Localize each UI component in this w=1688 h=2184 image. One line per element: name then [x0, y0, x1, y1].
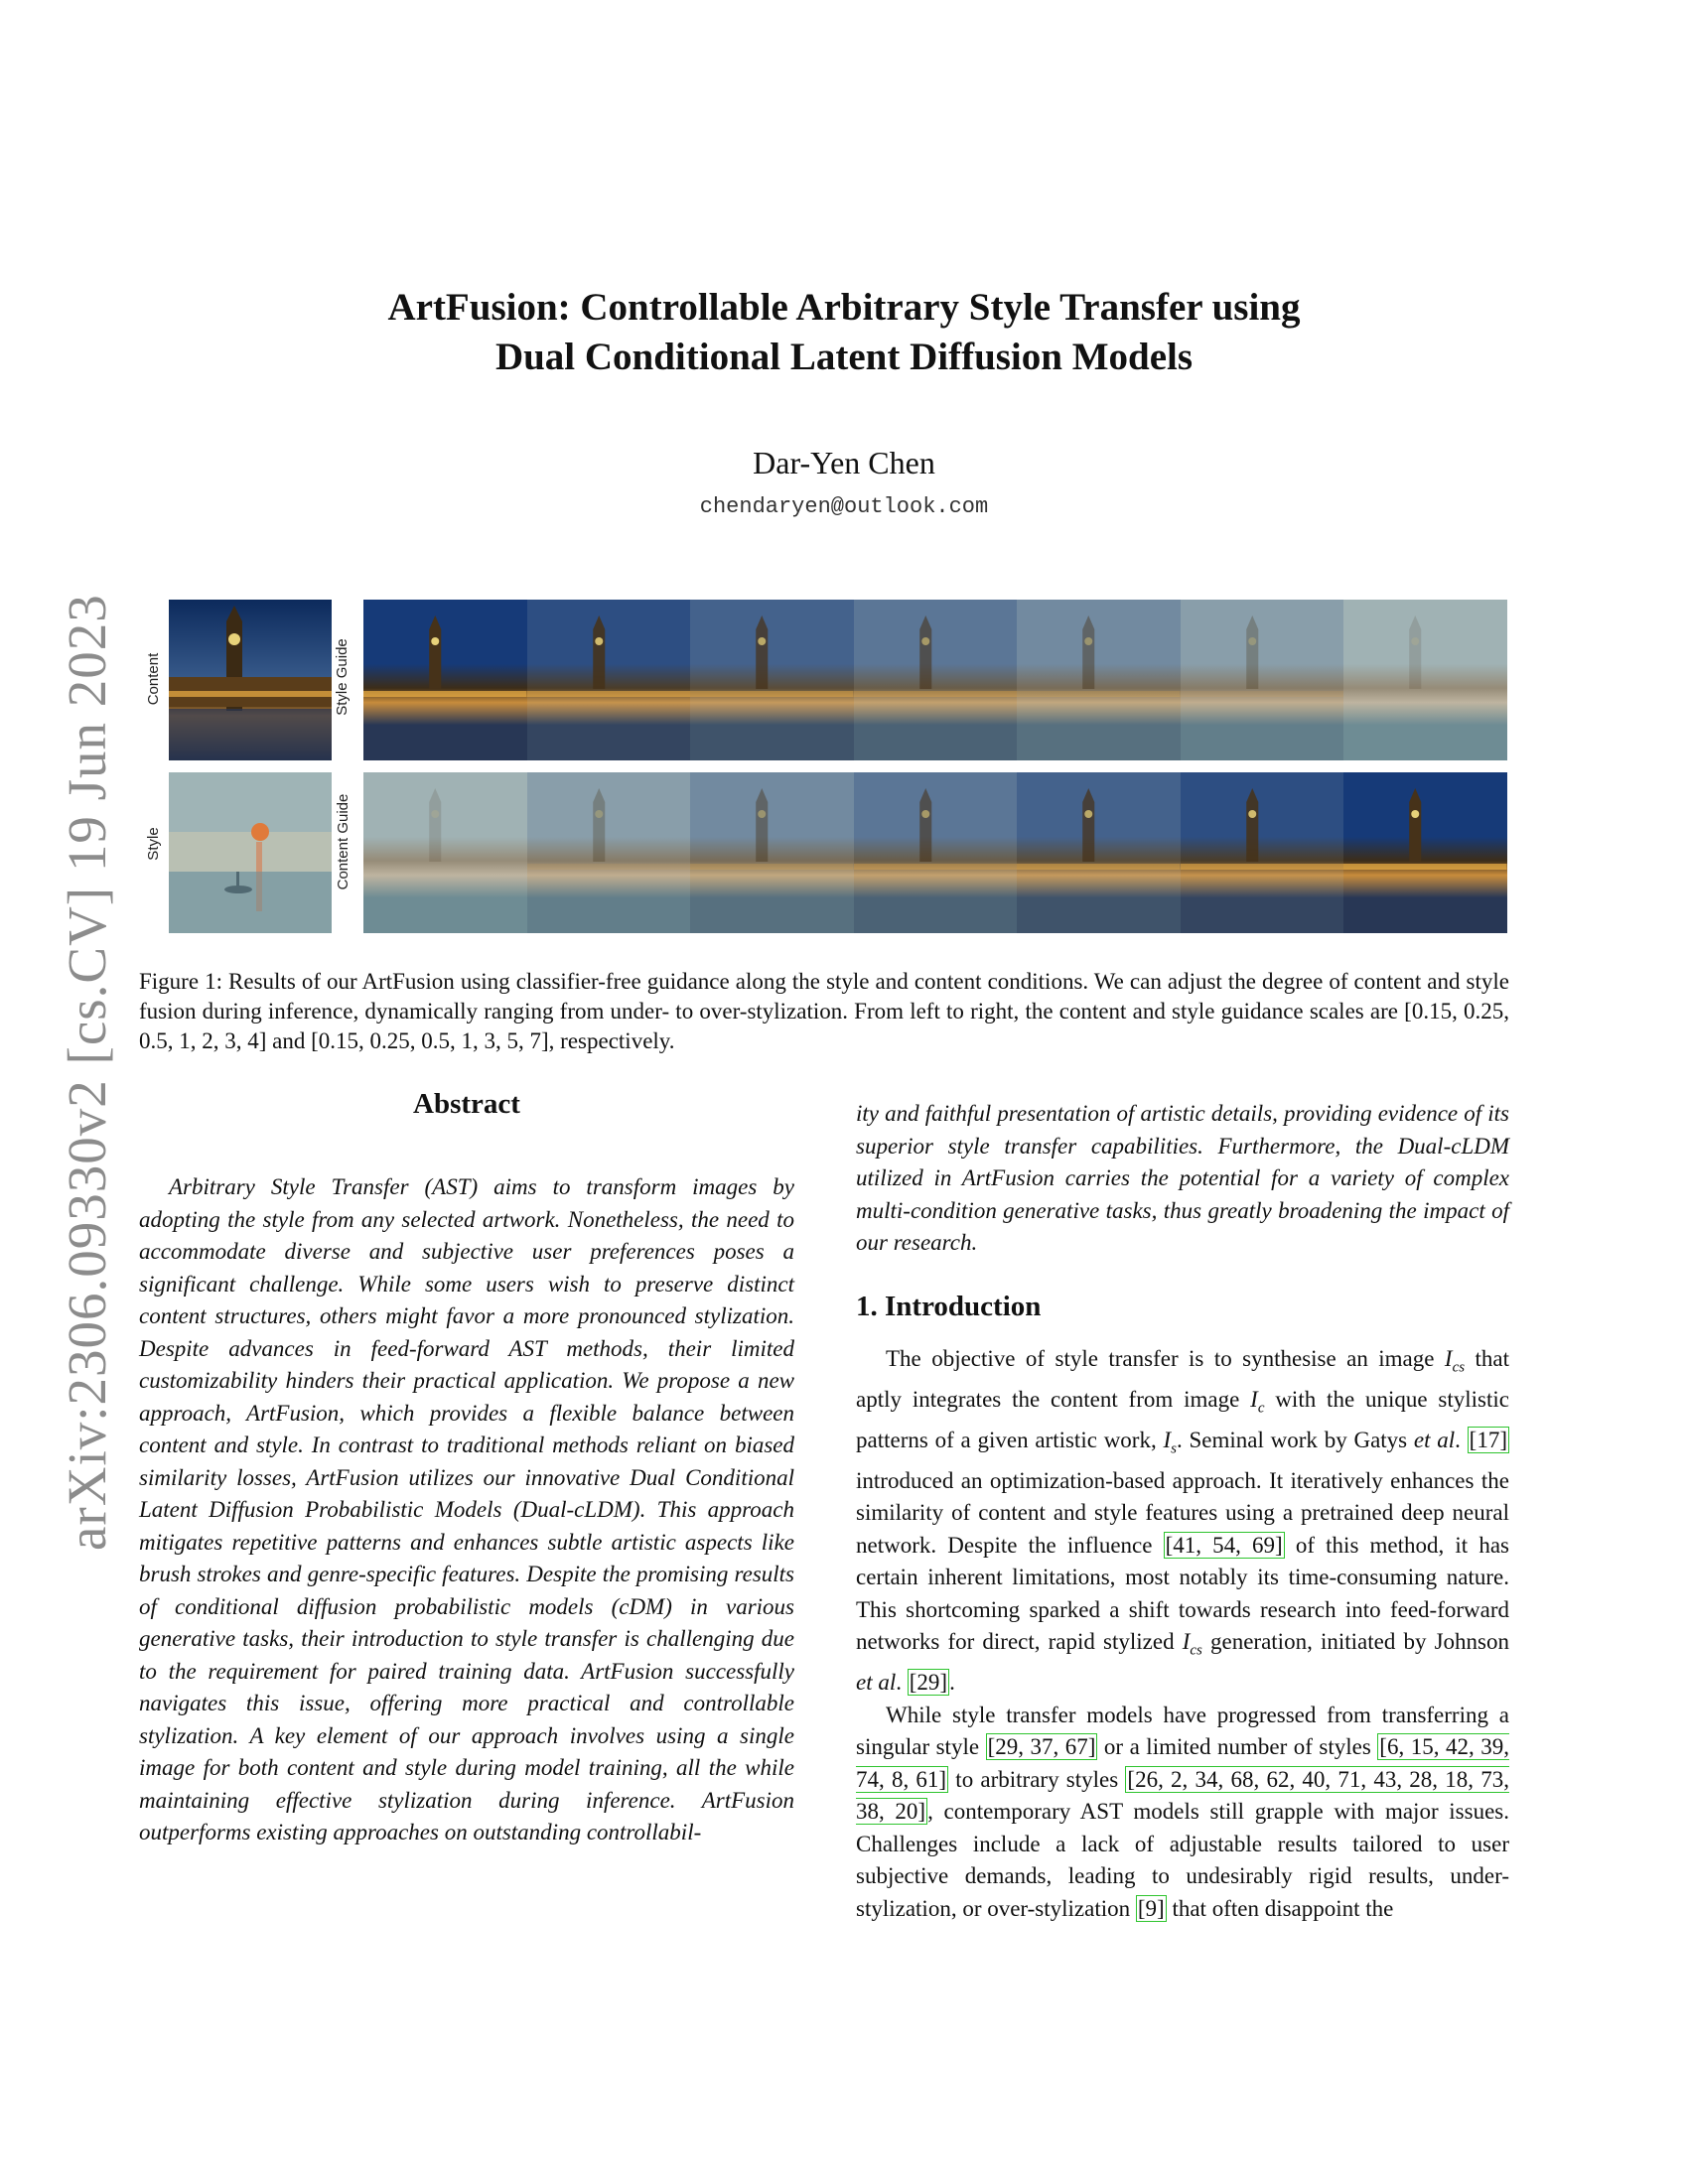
- citation-link[interactable]: [17]: [1469, 1427, 1507, 1452]
- content-guide-result-art-4: [854, 772, 1018, 933]
- citation-link[interactable]: [26, 2, 34, 68, 62, 40, 71, 43, 28, 18, 73, 38, 20]: [856, 1766, 1509, 1825]
- building-lights: [363, 691, 527, 697]
- building-lights: [1017, 691, 1181, 697]
- building-lights: [1181, 691, 1344, 697]
- clock-face: [595, 810, 603, 818]
- introduction-section: [856, 1291, 1509, 1925]
- tower-spire: [1246, 788, 1258, 802]
- content-guide-row: [363, 772, 1507, 933]
- label-content-guide: Content Guide: [335, 793, 352, 890]
- style-guide-result-art-3: [690, 600, 854, 760]
- label-content: Content: [145, 652, 162, 706]
- style-guide-result-5: [1017, 600, 1181, 760]
- author-email: chendaryen@outlook.com: [699, 494, 989, 519]
- clock-face: [758, 637, 766, 645]
- building-lights: [854, 864, 1018, 870]
- tower-spire: [1410, 615, 1422, 629]
- citation-link[interactable]: [9]: [1137, 1895, 1165, 1921]
- content-guide-result-art-3: [690, 772, 854, 933]
- author-name: Dar-Yen Chen: [753, 445, 935, 480]
- content-guide-result-1: [363, 772, 527, 933]
- citation-link[interactable]: [41, 54, 69]: [1165, 1532, 1283, 1558]
- clock-face: [1412, 810, 1420, 818]
- clock-face: [758, 810, 766, 818]
- style-guide-row: [363, 600, 1507, 760]
- title-line-2: Dual Conditional Latent Diffusion Models: [494, 336, 1194, 378]
- building-lights: [690, 864, 854, 870]
- style-guide-result-6: [1181, 600, 1344, 760]
- clock-face: [1248, 637, 1256, 645]
- content-image: [169, 600, 332, 760]
- citation-link[interactable]: [6, 15, 42, 39, 74, 8, 61]: [856, 1734, 1509, 1792]
- tower-spire: [756, 788, 768, 802]
- style-image-art: [169, 772, 332, 933]
- citation-link[interactable]: [29]: [909, 1670, 948, 1696]
- clock-face: [1085, 637, 1093, 645]
- content-guide-result-art-7: [1343, 772, 1507, 933]
- label-style: Style: [145, 827, 162, 861]
- style-guide-result-1: [363, 600, 527, 760]
- abstract-body-part2: ity and faithful presentation of artistic details, providing evidence of its superior style transfer capabilities. Furthermore, the Dual-cLDM utilized in ArtFusion carries the potential for a variety of complex multi-condition generative tasks, thus greatly broadening the impact of our research.: [856, 1101, 1509, 1255]
- style-guide-result-7: [1343, 600, 1507, 760]
- label-style-guide: Style Guide: [334, 638, 351, 716]
- intro-paragraph-2: While style transfer models have progressed from transferring a singular style [29, 37, 67] or a limited number of styles [6, 15, 42, 39, 74, 8, 61] to arbitrary styles [26, 2, 34, 68, 62, 40, 71, 43, 28, 18, 73, 38, 20], contemporary AST models still grapple with major issues. Challenges include a lack of adjustable results tailored to user subjective demands, leading to undesirably rigid results, under-stylization, or over-stylization [9] that often disappoint the: [856, 1702, 1509, 1921]
- tower-spire: [1083, 615, 1095, 629]
- clock-face: [1085, 810, 1093, 818]
- content-guide-result-5: [1017, 772, 1181, 933]
- arxiv-stamp: arXiv:2306.09330v2 [cs.CV] 19 Jun 2023: [57, 594, 117, 1551]
- content-guide-result-art-6: [1181, 772, 1344, 933]
- building-lights: [690, 691, 854, 697]
- intro-heading: 1. Introduction: [856, 1291, 1042, 1322]
- style-guide-result-art-6: [1181, 600, 1344, 760]
- title-line-1: ArtFusion: Controllable Arbitrary Style Transfer using: [387, 286, 1301, 329]
- building-lights: [854, 691, 1018, 697]
- content-guide-result-7: [1343, 772, 1507, 933]
- tower-spire: [1083, 788, 1095, 802]
- content-guide-result-6: [1181, 772, 1344, 933]
- style-guide-result-3: [690, 600, 854, 760]
- building-lights: [1017, 864, 1181, 870]
- content-guide-result-3: [690, 772, 854, 933]
- style-guide-result-art-2: [527, 600, 691, 760]
- intro-paragraph-1: The objective of style transfer is to synthesise an image $I_{cs}$ that aptly integrates the content from image $I_c$ with the unique stylistic patterns of a given artistic work, $I_s$. Seminal work by Gatys et al. [17] introduced an optimization-based approach. It iteratively enhances the similarity of content and style features using a pretrained deep neural network. Despite the influence [41, 54, 69] of this method, it has certain inherent limitations, most notably its time-consuming nature. This shortcoming sparked a shift towards research into feed-forward networks for direct, rapid stylized $I_{cs}$ generation, initiated by Johnson et al. [29].: [856, 1345, 1509, 1696]
- building-lights: [1181, 864, 1344, 870]
- clock-face: [921, 637, 929, 645]
- tower-spire: [429, 788, 441, 802]
- building-lights: [527, 691, 691, 697]
- content-guide-result-2: [527, 772, 691, 933]
- clock-face: [431, 637, 439, 645]
- tower-spire: [756, 615, 768, 629]
- abstract-body-part1: Arbitrary Style Transfer (AST) aims to transform images by adopting the style from any selected artwork. Nonetheless, the need to accommodate diverse and subjective user preferences poses a significant challenge. While some users wish to preserve distinct content structures, others might favor a more pronounced stylization. Despite advances in feed-forward AST methods, their limited customizability hinders their practical application. We propose a new approach, ArtFusion, which provides a flexible balance between content and style. In contrast to traditional methods reliant on biased similarity losses, ArtFusion utilizes our innovative Dual Conditional Latent Diffusion Probabilistic Models (Dual-cLDM). This approach mitigates repetitive patterns and enhances subtle artistic aspects like brush strokes and genre-specific features. Despite the promising results of conditional diffusion probabilistic models (cDM) in various generative tasks, their introduction to style transfer is challenging due to the requirement for paired training data. ArtFusion successfully navigates this issue, offering more practical and controllable stylization. A key element of our approach involves using a single image for both content and style during model training, all the while maintaining effective stylization during inference. ArtFusion outperforms existing approaches on outstanding controllabil-: [139, 1174, 794, 1844]
- clock-face: [1248, 810, 1256, 818]
- tower-spire: [1246, 615, 1258, 629]
- building-lights: [1343, 864, 1507, 870]
- style-guide-result-art-7: [1343, 600, 1507, 760]
- tower-spire: [429, 615, 441, 629]
- paper-title: [199, 283, 1489, 382]
- clock-face: [1412, 637, 1420, 645]
- style-guide-result-art-4: [854, 600, 1018, 760]
- tower-spire: [919, 615, 931, 629]
- figure-1: [139, 600, 1509, 937]
- content-guide-result-art-5: [1017, 772, 1181, 933]
- figure-caption: Figure 1: Results of our ArtFusion using classifier-free guidance along the style and content conditions. We can adjust the degree of content and style fusion during inference, dynamically ranging from under- to over-stylization. From left to right, the content and style guidance scales are [0.15, 0.25, 0.5, 1, 2, 3, 4] and [0.15, 0.25, 0.5, 1, 3, 5, 7], respectively.: [139, 969, 1509, 1053]
- style-guide-result-4: [854, 600, 1018, 760]
- content-guide-result-art-2: [527, 772, 691, 933]
- style-image: [169, 772, 332, 933]
- tower-spire: [919, 788, 931, 802]
- tower-spire: [593, 788, 605, 802]
- content-guide-result-art-1: [363, 772, 527, 933]
- building-lights: [527, 864, 691, 870]
- style-guide-result-art-5: [1017, 600, 1181, 760]
- citation-link[interactable]: [29, 37, 67]: [987, 1734, 1096, 1760]
- tower-spire: [1410, 788, 1422, 802]
- clock-face: [921, 810, 929, 818]
- content-guide-result-4: [854, 772, 1018, 933]
- clock-face: [431, 810, 439, 818]
- content-image-art: [169, 600, 332, 760]
- style-guide-result-art-1: [363, 600, 527, 760]
- style-guide-result-2: [527, 600, 691, 760]
- abstract-heading: Abstract: [413, 1088, 520, 1120]
- clock-face: [595, 637, 603, 645]
- tower-spire: [593, 615, 605, 629]
